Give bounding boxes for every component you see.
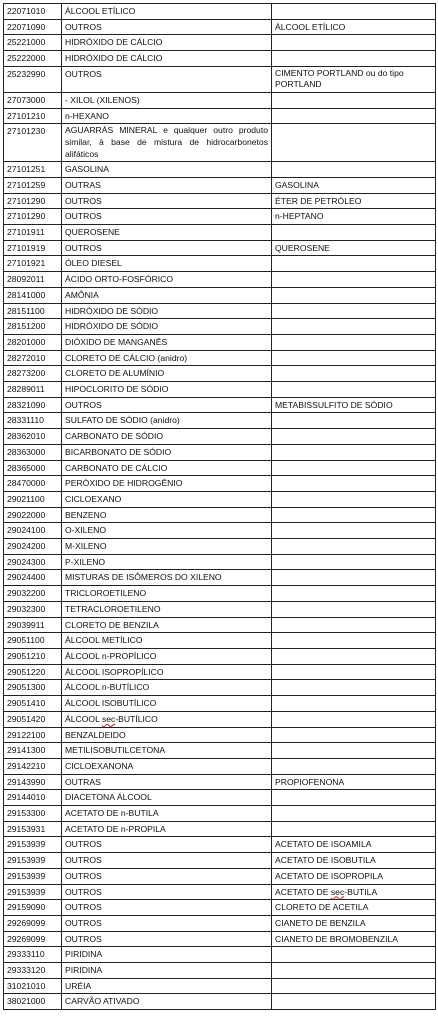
table-row — [4, 240, 436, 256]
specification-cell — [272, 648, 436, 664]
specification-cell — [272, 539, 436, 555]
specification-cell — [272, 287, 436, 303]
code-cell: 28331110 — [4, 413, 62, 429]
code-cell: 27073000 — [4, 93, 62, 109]
code-cell: 29143990 — [4, 774, 62, 790]
description-cell: - XILOL (XILENOS) — [62, 93, 272, 109]
description-cell: HIPOCLORITO DE SÓDIO — [62, 382, 272, 398]
description-cell: BICARBONATO DE SÓDIO — [62, 444, 272, 460]
code-cell: 25221000 — [4, 35, 62, 51]
specification-cell — [272, 51, 436, 67]
specification-cell — [272, 162, 436, 178]
specification-cell: METABISSULFITO DE SÓDIO — [272, 397, 436, 413]
specification-cell: ÁLCOOL ETÍLICO — [272, 19, 436, 35]
description-cell: ACETATO DE n-BUTILA — [62, 806, 272, 822]
specification-cell — [272, 460, 436, 476]
code-cell: 27101911 — [4, 225, 62, 241]
code-cell: 29153939 — [4, 868, 62, 884]
code-cell: 27101251 — [4, 162, 62, 178]
code-cell: 29021100 — [4, 491, 62, 507]
specification-cell — [272, 93, 436, 109]
table-row — [4, 617, 436, 633]
description-cell: CICLOEXANO — [62, 491, 272, 507]
specification-cell: CIMENTO PORTLAND ou do tipo PORTLAND — [272, 66, 436, 92]
specification-cell — [272, 821, 436, 837]
description-cell: ÓLEO DIESEL — [62, 256, 272, 272]
description-cell: METILISOBUTILCETONA — [62, 743, 272, 759]
specification-cell — [272, 35, 436, 51]
code-cell: 22071090 — [4, 19, 62, 35]
description-cell: ÁLCOOL ISOPROPÍLICO — [62, 664, 272, 680]
description-cell: CARVÃO ATIVADO — [62, 994, 272, 1010]
table-row — [4, 711, 436, 727]
description-cell: CARBONATO DE SÓDIO — [62, 429, 272, 445]
description-cell: AGUARRÁS MINERAL e qualquer outro produto similar, à base de mistura de hidrocarbonetos alifáticos — [62, 124, 272, 162]
code-cell: 31021010 — [4, 978, 62, 994]
table-body — [4, 4, 436, 1010]
code-cell: 28141000 — [4, 287, 62, 303]
description-cell: OUTROS — [62, 900, 272, 916]
table-row — [4, 350, 436, 366]
code-cell: 28151100 — [4, 303, 62, 319]
description-cell: SULFATO DE SÓDIO (anidro) — [62, 413, 272, 429]
code-cell: 29039911 — [4, 617, 62, 633]
specification-cell — [272, 366, 436, 382]
specification-cell — [272, 570, 436, 586]
description-cell: MISTURAS DE ISÔMEROS DO XILENO — [62, 570, 272, 586]
table-row — [4, 963, 436, 979]
table-row — [4, 601, 436, 617]
table-row — [4, 66, 436, 92]
table-row — [4, 570, 436, 586]
specification-cell — [272, 272, 436, 288]
description-cell: OUTROS — [62, 853, 272, 869]
code-cell: 28362010 — [4, 429, 62, 445]
description-cell: DIÓXIDO DE MANGANÊS — [62, 334, 272, 350]
description-cell: GASOLINA — [62, 162, 272, 178]
specification-cell — [272, 108, 436, 124]
code-cell: 29269099 — [4, 915, 62, 931]
code-cell: 29051100 — [4, 633, 62, 649]
table-row — [4, 444, 436, 460]
code-cell: 27101921 — [4, 256, 62, 272]
table-row — [4, 680, 436, 696]
table-row — [4, 209, 436, 225]
code-cell: 28151200 — [4, 319, 62, 335]
code-cell: 29153939 — [4, 853, 62, 869]
code-cell: 29024400 — [4, 570, 62, 586]
description-cell: ÁCIDO ORTO-FOSFÓRICO — [62, 272, 272, 288]
table-row — [4, 476, 436, 492]
description-cell: OUTROS — [62, 837, 272, 853]
table-row — [4, 429, 436, 445]
table-row — [4, 915, 436, 931]
table-row — [4, 124, 436, 162]
table-row — [4, 366, 436, 382]
specification-cell — [272, 225, 436, 241]
description-cell: PIRIDINA — [62, 963, 272, 979]
code-cell: 28365000 — [4, 460, 62, 476]
table-row — [4, 108, 436, 124]
code-cell: 29051410 — [4, 696, 62, 712]
specification-cell — [272, 350, 436, 366]
table-row — [4, 821, 436, 837]
product-code-table — [3, 3, 436, 1010]
specification-cell: ÉTER DE PETRÓLEO — [272, 193, 436, 209]
table-row — [4, 743, 436, 759]
table-row — [4, 4, 436, 20]
description-cell: HIDRÓXIDO DE CÁLCIO — [62, 35, 272, 51]
table-row — [4, 978, 436, 994]
description-cell: QUEROSENE — [62, 225, 272, 241]
code-cell: 38021000 — [4, 994, 62, 1010]
specification-cell — [272, 507, 436, 523]
table-row — [4, 994, 436, 1010]
description-cell: TRICLOROETILENO — [62, 586, 272, 602]
table-row — [4, 491, 436, 507]
code-cell: 29024200 — [4, 539, 62, 555]
description-cell: OUTRAS — [62, 774, 272, 790]
description-cell: OUTRAS — [62, 177, 272, 193]
table-row — [4, 727, 436, 743]
code-cell: 29333120 — [4, 963, 62, 979]
specification-cell — [272, 334, 436, 350]
description-cell: CLORETO DE CÁLCIO (anidro) — [62, 350, 272, 366]
table-row — [4, 93, 436, 109]
description-cell: ACETATO DE n-PROPILA — [62, 821, 272, 837]
description-cell: ÁLCOOL sec-BUTÍLICO — [62, 711, 272, 727]
description-cell: OUTROS — [62, 193, 272, 209]
description-cell: DIACETONA ÁLCOOL — [62, 790, 272, 806]
code-cell: 28092011 — [4, 272, 62, 288]
code-cell: 29142210 — [4, 758, 62, 774]
table-row — [4, 177, 436, 193]
table-row — [4, 586, 436, 602]
code-cell: 29269099 — [4, 931, 62, 947]
specification-cell — [272, 586, 436, 602]
code-cell: 29051210 — [4, 648, 62, 664]
specification-cell: PROPIOFENONA — [272, 774, 436, 790]
description-cell: PERÓXIDO DE HIDROGÊNIO — [62, 476, 272, 492]
specification-cell — [272, 790, 436, 806]
table-row — [4, 853, 436, 869]
table-row — [4, 947, 436, 963]
code-cell: 27101210 — [4, 108, 62, 124]
specification-cell — [272, 429, 436, 445]
specification-cell — [272, 727, 436, 743]
table-row — [4, 193, 436, 209]
specification-cell — [272, 963, 436, 979]
code-cell: 29144010 — [4, 790, 62, 806]
code-cell: 28272010 — [4, 350, 62, 366]
specification-cell — [272, 303, 436, 319]
specification-cell — [272, 758, 436, 774]
code-cell: 27101230 — [4, 124, 62, 162]
table-row — [4, 382, 436, 398]
code-cell: 29141300 — [4, 743, 62, 759]
description-cell: OUTROS — [62, 931, 272, 947]
specification-cell — [272, 491, 436, 507]
code-cell: 25232990 — [4, 66, 62, 92]
specification-cell — [272, 256, 436, 272]
code-cell: 27101919 — [4, 240, 62, 256]
description-cell: TETRACLOROETILENO — [62, 601, 272, 617]
description-cell: ÁLCOOL n-PROPÍLICO — [62, 648, 272, 664]
specification-cell — [272, 696, 436, 712]
table-row — [4, 162, 436, 178]
specification-cell — [272, 680, 436, 696]
table-row — [4, 272, 436, 288]
specification-cell — [272, 4, 436, 20]
specification-cell — [272, 947, 436, 963]
description-cell: M-XILENO — [62, 539, 272, 555]
code-cell: 29153300 — [4, 806, 62, 822]
code-cell: 29153931 — [4, 821, 62, 837]
table-row — [4, 868, 436, 884]
specification-cell — [272, 994, 436, 1010]
table-row — [4, 256, 436, 272]
specification-cell — [272, 413, 436, 429]
specification-cell: n-HEPTANO — [272, 209, 436, 225]
specification-cell — [272, 978, 436, 994]
table-row — [4, 648, 436, 664]
code-cell: 22071010 — [4, 4, 62, 20]
description-cell: OUTROS — [62, 915, 272, 931]
specification-cell: QUEROSENE — [272, 240, 436, 256]
description-cell: O-XILENO — [62, 523, 272, 539]
code-cell: 29159090 — [4, 900, 62, 916]
description-cell: ÁLCOOL ISOBUTÍLICO — [62, 696, 272, 712]
specification-cell: ACETATO DE sec-BUTILA — [272, 884, 436, 900]
table-row — [4, 790, 436, 806]
specification-cell — [272, 476, 436, 492]
specification-cell — [272, 601, 436, 617]
code-cell: 29022000 — [4, 507, 62, 523]
table-row — [4, 696, 436, 712]
description-cell: CARBONATO DE CÁLCIO — [62, 460, 272, 476]
description-cell: PIRIDINA — [62, 947, 272, 963]
description-cell: OUTROS — [62, 209, 272, 225]
code-cell: 29024300 — [4, 554, 62, 570]
code-cell: 27101290 — [4, 209, 62, 225]
specification-cell: ACETATO DE ISOAMILA — [272, 837, 436, 853]
specification-cell — [272, 444, 436, 460]
table-row — [4, 554, 436, 570]
code-cell: 28363000 — [4, 444, 62, 460]
code-cell: 28470000 — [4, 476, 62, 492]
description-cell: CLORETO DE ALUMÍNIO — [62, 366, 272, 382]
code-cell: 29051300 — [4, 680, 62, 696]
code-cell: 29122100 — [4, 727, 62, 743]
code-cell: 29032200 — [4, 586, 62, 602]
code-cell: 25222000 — [4, 51, 62, 67]
specification-cell — [272, 711, 436, 727]
specification-cell: ACETATO DE ISOPROPILA — [272, 868, 436, 884]
specification-cell — [272, 124, 436, 162]
table-row — [4, 539, 436, 555]
table-row — [4, 758, 436, 774]
table-row — [4, 287, 436, 303]
table-row — [4, 837, 436, 853]
table-row — [4, 334, 436, 350]
table-row — [4, 664, 436, 680]
description-cell: OUTROS — [62, 66, 272, 92]
description-cell: n-HEXANO — [62, 108, 272, 124]
table-row — [4, 931, 436, 947]
specification-cell — [272, 806, 436, 822]
specification-cell — [272, 319, 436, 335]
code-cell: 29153939 — [4, 884, 62, 900]
specification-cell — [272, 664, 436, 680]
specification-cell: ACETATO DE ISOBUTILA — [272, 853, 436, 869]
table-row — [4, 303, 436, 319]
code-cell: 28273200 — [4, 366, 62, 382]
table-row — [4, 806, 436, 822]
description-cell: BENZENO — [62, 507, 272, 523]
description-cell: OUTROS — [62, 868, 272, 884]
table-row — [4, 774, 436, 790]
code-cell: 28321090 — [4, 397, 62, 413]
table-row — [4, 884, 436, 900]
code-cell: 27101290 — [4, 193, 62, 209]
table-row — [4, 460, 436, 476]
specification-cell: CLORETO DE ACETILA — [272, 900, 436, 916]
specification-cell — [272, 382, 436, 398]
specification-cell — [272, 554, 436, 570]
code-cell: 28289011 — [4, 382, 62, 398]
description-cell: OUTROS — [62, 240, 272, 256]
code-cell: 29153939 — [4, 837, 62, 853]
description-cell: CLORETO DE BENZILA — [62, 617, 272, 633]
description-cell: ÁLCOOL n-BUTÍLICO — [62, 680, 272, 696]
table-row — [4, 19, 436, 35]
description-cell: P-XILENO — [62, 554, 272, 570]
specification-cell — [272, 617, 436, 633]
table-row — [4, 507, 436, 523]
description-cell: BENZALDEIDO — [62, 727, 272, 743]
code-cell: 29032300 — [4, 601, 62, 617]
table-row — [4, 633, 436, 649]
specification-cell: CIANETO DE BROMOBENZILA — [272, 931, 436, 947]
code-cell: 29024100 — [4, 523, 62, 539]
table-row — [4, 900, 436, 916]
description-cell: ÁLCOOL METÍLICO — [62, 633, 272, 649]
description-cell: CICLOEXANONA — [62, 758, 272, 774]
description-cell: OUTROS — [62, 884, 272, 900]
description-cell: HIDRÓXIDO DE CÁLCIO — [62, 51, 272, 67]
table-row — [4, 397, 436, 413]
description-cell: HIDRÓXIDO DE SÓDIO — [62, 319, 272, 335]
code-cell: 29051420 — [4, 711, 62, 727]
code-cell: 29333110 — [4, 947, 62, 963]
description-cell: AMÔNIA — [62, 287, 272, 303]
table-row — [4, 35, 436, 51]
code-cell: 27101259 — [4, 177, 62, 193]
description-cell: ÁLCOOL ETÍLICO — [62, 4, 272, 20]
description-cell: HIDRÓXIDO DE SÓDIO — [62, 303, 272, 319]
specification-cell — [272, 523, 436, 539]
code-cell: 29051220 — [4, 664, 62, 680]
specification-cell: GASOLINA — [272, 177, 436, 193]
description-cell: OUTROS — [62, 19, 272, 35]
table-row — [4, 523, 436, 539]
specification-cell — [272, 633, 436, 649]
specification-cell: CIANETO DE BENZILA — [272, 915, 436, 931]
description-cell: OUTROS — [62, 397, 272, 413]
table-row — [4, 225, 436, 241]
description-cell: URÉIA — [62, 978, 272, 994]
table-row — [4, 319, 436, 335]
table-row — [4, 51, 436, 67]
table-row — [4, 413, 436, 429]
code-cell: 28201000 — [4, 334, 62, 350]
specification-cell — [272, 743, 436, 759]
